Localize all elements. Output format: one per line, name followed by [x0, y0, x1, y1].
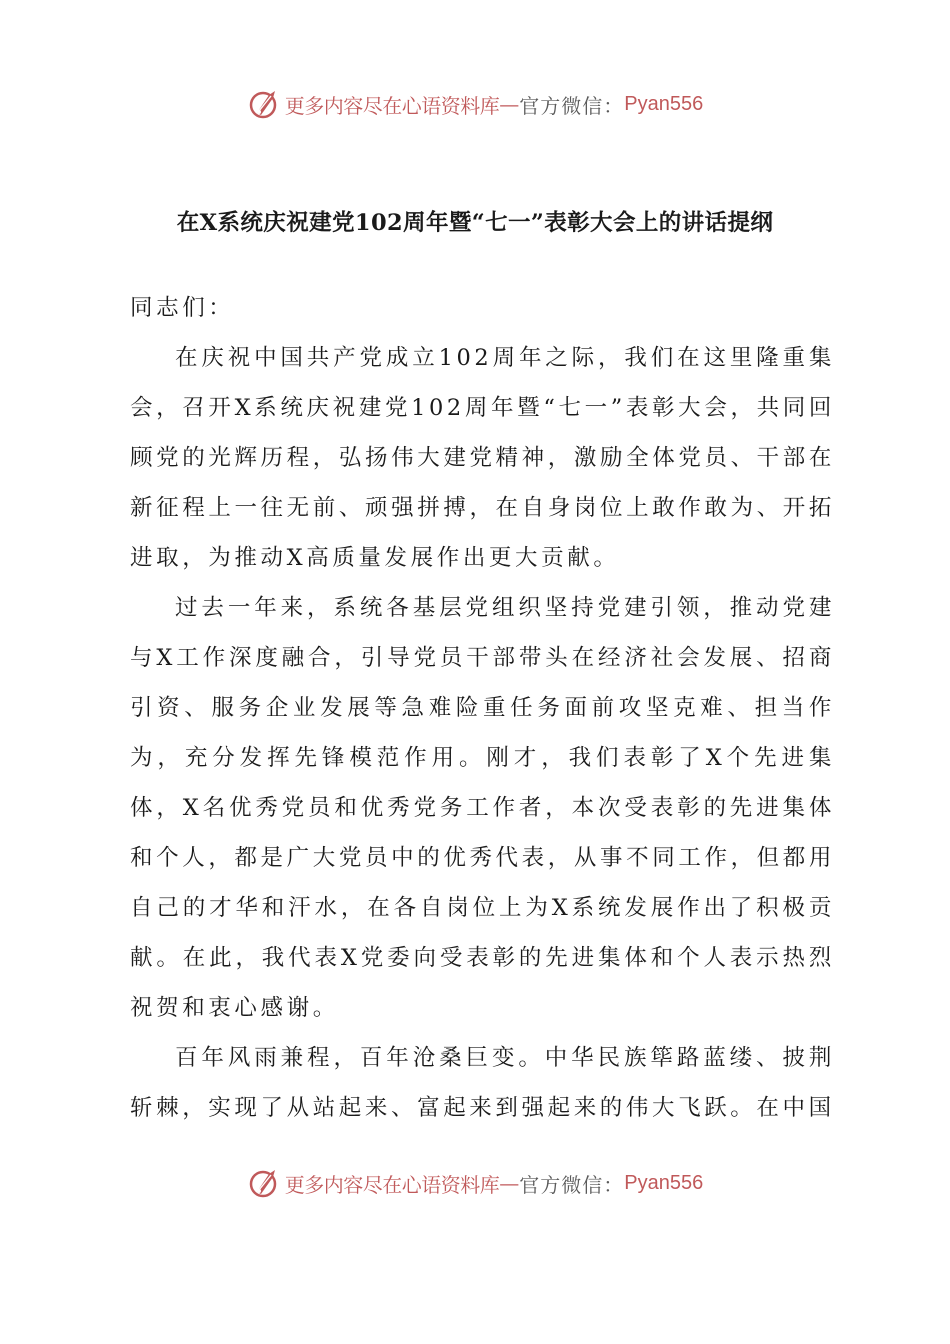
- pen-logo-icon: [247, 87, 281, 121]
- header-wechat-id: Pyan556: [624, 92, 704, 115]
- header-separator: —: [499, 92, 520, 116]
- footer-watermark-banner: [0, 1163, 950, 1203]
- paragraph-1: 在庆祝中国共产党成立102周年之际，我们在这里隆重集会，召开X系统庆祝建党102周年暨“七一”表彰大会，共同回顾党的光辉历程，弘扬伟大建党精神，激励全体党员、干部在新征程上一往无前、顽强拼搏，在自身岗位上敢作敢为、开拓进取，为推动X高质量发展作出更大贡献。: [130, 345, 835, 571]
- paragraph-3: 百年风雨兼程，百年沧桑巨变。中华民族筚路蓝缕、披荆斩棘，实现了从站起来、富起来到强起来的伟大飞跃。在中国: [130, 1045, 835, 1121]
- salutation: 同志们：: [130, 295, 235, 321]
- pen-logo-icon: [247, 1166, 281, 1200]
- header-wechat-label: 官方微信：: [519, 93, 625, 118]
- document-title: 在X系统庆祝建党102周年暨“七一”表彰大会上的讲话提纲: [176, 210, 774, 236]
- footer-brand-text: 更多内容尽在心语资料库: [284, 1172, 500, 1197]
- paragraph-2: 过去一年来，系统各基层党组织坚持党建引领，推动党建与X工作深度融合，引导党员干部带头在经济社会发展、招商引资、服务企业发展等急难险重任务面前攻坚克难、担当作为，充分发挥先锋模范作用。刚才，我们表彰了X个先进集体，X名优秀党员和优秀党务工作者，本次受表彰的先进集体和个人，都是广大党员中的优秀代表，从事不同工作，但都用自己的才华和汗水，在各自岗位上为X系统发展作出了积极贡献。在此，我代表X党委向受表彰的先进集体和个人表示热烈祝贺和衷心感谢。: [130, 595, 835, 1021]
- footer-separator: —: [499, 1171, 520, 1195]
- footer-wechat-label: 官方微信：: [519, 1172, 625, 1197]
- footer-wechat-id: Pyan556: [624, 1171, 704, 1194]
- header-watermark-banner: [0, 84, 950, 124]
- document-body: [130, 283, 835, 1133]
- header-brand-text: 更多内容尽在心语资料库: [284, 93, 500, 118]
